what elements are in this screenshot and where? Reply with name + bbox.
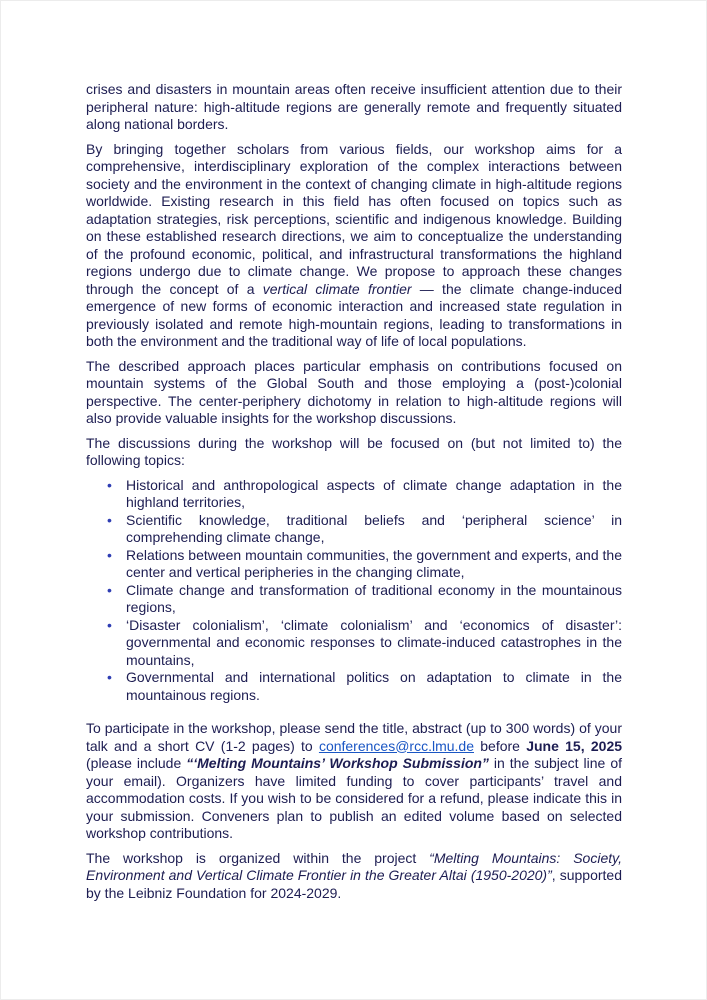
topic-text: Relations between mountain communities, the government and experts, and the center and vertical peripheries in the changing climate, (126, 546, 622, 580)
paragraph-text: in the subject line of your email). Organizers have limited funding to cover participants’ travel and accommodation costs. If you wish to be considered for a refund, please indicate this in your submission. Conveners plan to publish an edited volume based on selected workshop contributions. (86, 755, 622, 841)
paragraph-text: The workshop is organized within the project (86, 849, 430, 866)
topic-text: Governmental and international politics on adaptation to climate in the mountainous regions. (126, 669, 622, 703)
paragraph-text: The discussions during the workshop will be focused on (but not limited to) the following topics: (86, 434, 622, 468)
vertical-climate-frontier-term: vertical climate frontier (262, 280, 412, 297)
bullet-icon: • (107, 546, 112, 563)
topic-item (107, 547, 622, 582)
project-title: “Melting Mountains: Society, Environment and Vertical Climate Frontier in the Greater Altai (1950-2020)” (86, 849, 622, 883)
paragraph-text: The described approach places particular emphasis on contributions focused on mountain systems of the Global South and those employing a (post-)colonial perspective. The center-periphery dichotomy in relation to high-altitude regions will also provide valuable insights for the workshop discussions. (86, 357, 622, 426)
paragraph-topics-intro (86, 435, 622, 470)
email-link[interactable]: conferences@rcc.lmu.de (318, 737, 474, 754)
topic-item (107, 669, 622, 704)
paragraph-text: , supported by the Leibniz Foundation for 2024-2029. (86, 867, 622, 901)
bullet-icon: • (107, 476, 112, 493)
paragraph-text: crises and disasters in mountain areas often receive insufficient attention due to their peripheral nature: high-altitude regions are generally remote and frequently situated along national borders. (86, 81, 622, 132)
paragraph-opening (86, 81, 622, 134)
paragraph-text: — the climate change-induced emergence of new forms of economic interaction and increased state regulation in previously isolated and remote high-mountain regions, leading to transformations in both the environment and the traditional way of life of local populations. (86, 280, 623, 349)
paragraph-text: (please include (86, 755, 187, 771)
topic-text: Scientific knowledge, traditional beliefs and ‘peripheral science’ in comprehending climate change, (126, 511, 622, 545)
topic-text: Historical and anthropological aspects of climate change adaptation in the highland territories, (126, 476, 622, 510)
paragraph-participation (86, 720, 622, 843)
topic-item (107, 477, 622, 512)
paragraph-global-south (86, 358, 622, 428)
paragraph-workshop-aims (86, 141, 622, 351)
topic-item (107, 512, 622, 547)
topics-list (86, 477, 622, 705)
submission-subject-line: “‘Melting Mountains’ Workshop Submission” (186, 755, 489, 771)
topic-text: ‘Disaster colonialism’, ‘climate colonialism’ and ‘economics of disaster’: governmental and economic responses to climate-induced catastrophes in the mountains, (126, 616, 622, 668)
bullet-icon: • (107, 581, 112, 598)
paragraph-text: before (474, 737, 527, 754)
topic-item (107, 582, 622, 617)
paragraph-text: By bringing together scholars from various fields, our workshop aims for a comprehensive, interdisciplinary exploration of the complex interactions between society and the environment in the context of changing climate in high-altitude regions worldwide. Existing research in this field has often focused on topics such as adaptation strategies, risk perceptions, scientific and indigenous knowledge. Building on these established research directions, we aim to conceptualize the understanding of the profound economic, political, and infrastructural transformations the highland regions undergo due to climate change. We propose to approach these changes through the concept of a (86, 140, 622, 297)
bullet-icon: • (107, 669, 112, 685)
paragraph-project (86, 850, 622, 903)
paragraph-text: To participate in the workshop, please send the title, abstract (up to 300 words) of your talk and a short CV (1-2 pages) to (86, 720, 622, 754)
bullet-icon: • (107, 616, 112, 633)
deadline-date: June 15, 2025 (526, 737, 623, 754)
topic-item (107, 617, 622, 670)
bullet-icon: • (107, 511, 112, 528)
topic-text: Climate change and transformation of traditional economy in the mountainous regions, (126, 581, 622, 615)
